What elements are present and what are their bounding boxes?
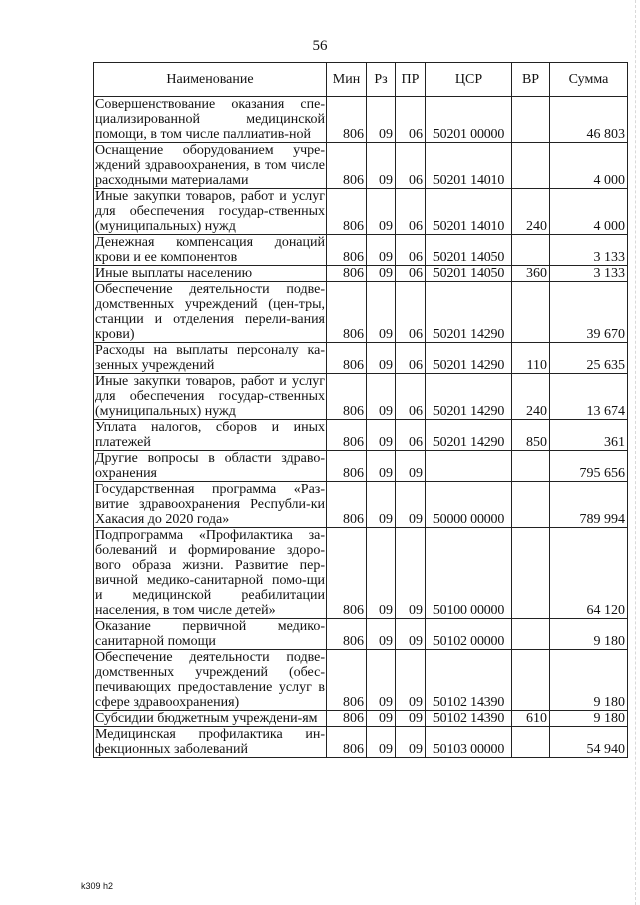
row-sum: 39 670 [550, 282, 628, 343]
row-csr: 50100 00000 [426, 528, 512, 619]
row-pr: 09 [396, 482, 426, 528]
row-min: 806 [327, 189, 367, 235]
row-vr: 110 [512, 343, 550, 374]
row-name: Государственная программа «Раз-витие здравоохранения Республи-ки Хакасия до 2020 года» [95, 482, 325, 527]
row-csr: 50201 14290 [426, 374, 512, 420]
row-min: 806 [327, 528, 367, 619]
table-row [94, 189, 628, 235]
header-vr: ВР [512, 63, 550, 97]
table-body [94, 97, 628, 758]
row-sum: 9 180 [550, 650, 628, 711]
table-row [94, 374, 628, 420]
row-pr: 06 [396, 420, 426, 451]
row-name: Другие вопросы в области здраво-охранения [95, 451, 325, 481]
row-name: Подпрограмма «Профилактика за-болеваний и формирование здоро-вого образа жизни. Развитие пер-вичной медико-санитарной помо-щи и медицинской реабилитации населения, в том числе детей» [95, 528, 325, 618]
row-name: Денежная компенсация донаций крови и ее компонентов [95, 235, 325, 265]
row-rz: 09 [367, 528, 396, 619]
table-row [94, 143, 628, 189]
header-pr: ПР [396, 63, 426, 97]
row-vr [512, 650, 550, 711]
row-min: 806 [327, 420, 367, 451]
row-pr: 06 [396, 266, 426, 282]
row-sum: 3 133 [550, 266, 628, 282]
table-row [94, 619, 628, 650]
row-pr: 09 [396, 650, 426, 711]
row-min: 806 [327, 650, 367, 711]
row-name: Уплата налогов, сборов и иных платежей [95, 420, 325, 450]
row-rz: 09 [367, 282, 396, 343]
row-pr: 09 [396, 528, 426, 619]
row-vr: 240 [512, 374, 550, 420]
row-vr: 240 [512, 189, 550, 235]
row-name: Субсидии бюджетным учреждени-ям [94, 711, 327, 727]
row-pr: 09 [396, 619, 426, 650]
row-vr [512, 97, 550, 143]
row-csr: 50103 00000 [426, 727, 512, 758]
row-csr: 50000 00000 [426, 482, 512, 528]
table-row [94, 528, 628, 619]
table-row [94, 266, 628, 282]
row-min: 806 [327, 374, 367, 420]
footer-code: k309 h2 [81, 881, 114, 891]
row-sum: 9 180 [550, 711, 628, 727]
row-pr: 06 [396, 282, 426, 343]
row-csr: 50201 14010 [426, 189, 512, 235]
table-row [94, 650, 628, 711]
table-row [94, 420, 628, 451]
row-min: 806 [327, 343, 367, 374]
row-csr: 50201 14290 [426, 343, 512, 374]
row-vr [512, 482, 550, 528]
row-pr: 09 [396, 727, 426, 758]
row-csr: 50201 14050 [426, 235, 512, 266]
row-csr: 50201 14010 [426, 143, 512, 189]
row-rz: 09 [367, 235, 396, 266]
row-rz: 09 [367, 97, 396, 143]
row-name: Иные выплаты населению [94, 266, 327, 282]
row-sum: 13 674 [550, 374, 628, 420]
row-rz: 09 [367, 189, 396, 235]
row-min: 806 [327, 266, 367, 282]
row-min: 806 [327, 97, 367, 143]
row-min: 806 [327, 619, 367, 650]
header-sum: Сумма [550, 63, 628, 97]
row-pr: 06 [396, 97, 426, 143]
header-csr: ЦСР [426, 63, 512, 97]
row-vr [512, 528, 550, 619]
row-csr: 50102 14390 [426, 711, 512, 727]
row-rz: 09 [367, 727, 396, 758]
row-csr: 50102 00000 [426, 619, 512, 650]
table-row [94, 482, 628, 528]
row-min: 806 [327, 727, 367, 758]
table-row [94, 711, 628, 727]
budget-table [93, 62, 628, 758]
row-sum: 4 000 [550, 189, 628, 235]
row-pr: 09 [396, 711, 426, 727]
row-csr: 50201 14050 [426, 266, 512, 282]
header-row [94, 63, 628, 97]
row-csr [426, 451, 512, 482]
row-csr: 50201 14290 [426, 282, 512, 343]
row-min: 806 [327, 451, 367, 482]
row-rz: 09 [367, 343, 396, 374]
row-sum: 361 [550, 420, 628, 451]
row-min: 806 [327, 482, 367, 528]
row-name: Медицинская профилактика ин-фекционных заболеваний [95, 727, 325, 757]
row-name: Оказание первичной медико-санитарной помощи [95, 619, 325, 649]
row-vr [512, 619, 550, 650]
row-pr: 06 [396, 343, 426, 374]
row-rz: 09 [367, 266, 396, 282]
row-min: 806 [327, 282, 367, 343]
row-vr [512, 451, 550, 482]
row-sum: 46 803 [550, 97, 628, 143]
row-rz: 09 [367, 711, 396, 727]
header-rz: Рз [367, 63, 396, 97]
row-sum: 25 635 [550, 343, 628, 374]
page-number: 56 [312, 38, 328, 54]
row-rz: 09 [367, 420, 396, 451]
row-sum: 4 000 [550, 143, 628, 189]
row-name: Оснащение оборудованием учре-ждений здравоохранения, в том числе расходными материалами [95, 143, 325, 188]
scan-edge-line [634, 0, 636, 905]
row-sum: 54 940 [550, 727, 628, 758]
row-rz: 09 [367, 482, 396, 528]
row-sum: 9 180 [550, 619, 628, 650]
row-sum: 3 133 [550, 235, 628, 266]
table-row [94, 282, 628, 343]
row-name: Обеспечение деятельности подве-домственных учреждений (обес-печивающих предоставление услуг в сфере здравоохранения) [95, 650, 325, 710]
row-name: Расходы на выплаты персоналу ка-зенных учреждений [95, 343, 325, 373]
row-sum: 64 120 [550, 528, 628, 619]
row-min: 806 [327, 143, 367, 189]
row-rz: 09 [367, 451, 396, 482]
row-name: Совершенствование оказания спе-циализированной медицинской помощи, в том числе паллиатив-ной [95, 97, 325, 142]
row-csr: 50102 14390 [426, 650, 512, 711]
row-vr: 850 [512, 420, 550, 451]
header-name: Наименование [94, 63, 327, 97]
row-min: 806 [327, 235, 367, 266]
row-vr: 610 [512, 711, 550, 727]
row-pr: 06 [396, 143, 426, 189]
table-row [94, 235, 628, 266]
row-pr: 06 [396, 374, 426, 420]
row-name: Иные закупки товаров, работ и услуг для обеспечения государ-ственных (муниципальных) нужд [95, 374, 325, 419]
row-vr [512, 282, 550, 343]
row-vr [512, 727, 550, 758]
row-name: Обеспечение деятельности подве-домственных учреждений (цен-тры, станции и отделения перели-вания крови) [95, 282, 325, 342]
table-row [94, 727, 628, 758]
row-pr: 09 [396, 451, 426, 482]
row-vr [512, 143, 550, 189]
header-min: Мин [327, 63, 367, 97]
table-row [94, 451, 628, 482]
row-vr [512, 235, 550, 266]
row-sum: 789 994 [550, 482, 628, 528]
row-csr: 50201 00000 [426, 97, 512, 143]
table-row [94, 343, 628, 374]
row-vr: 360 [512, 266, 550, 282]
row-sum: 795 656 [550, 451, 628, 482]
row-rz: 09 [367, 619, 396, 650]
row-name: Иные закупки товаров, работ и услуг для обеспечения государ-ственных (муниципальных) нужд [95, 189, 325, 234]
row-min: 806 [327, 711, 367, 727]
table-row [94, 97, 628, 143]
row-rz: 09 [367, 374, 396, 420]
row-pr: 06 [396, 235, 426, 266]
row-rz: 09 [367, 650, 396, 711]
row-rz: 09 [367, 143, 396, 189]
row-pr: 06 [396, 189, 426, 235]
row-csr: 50201 14290 [426, 420, 512, 451]
